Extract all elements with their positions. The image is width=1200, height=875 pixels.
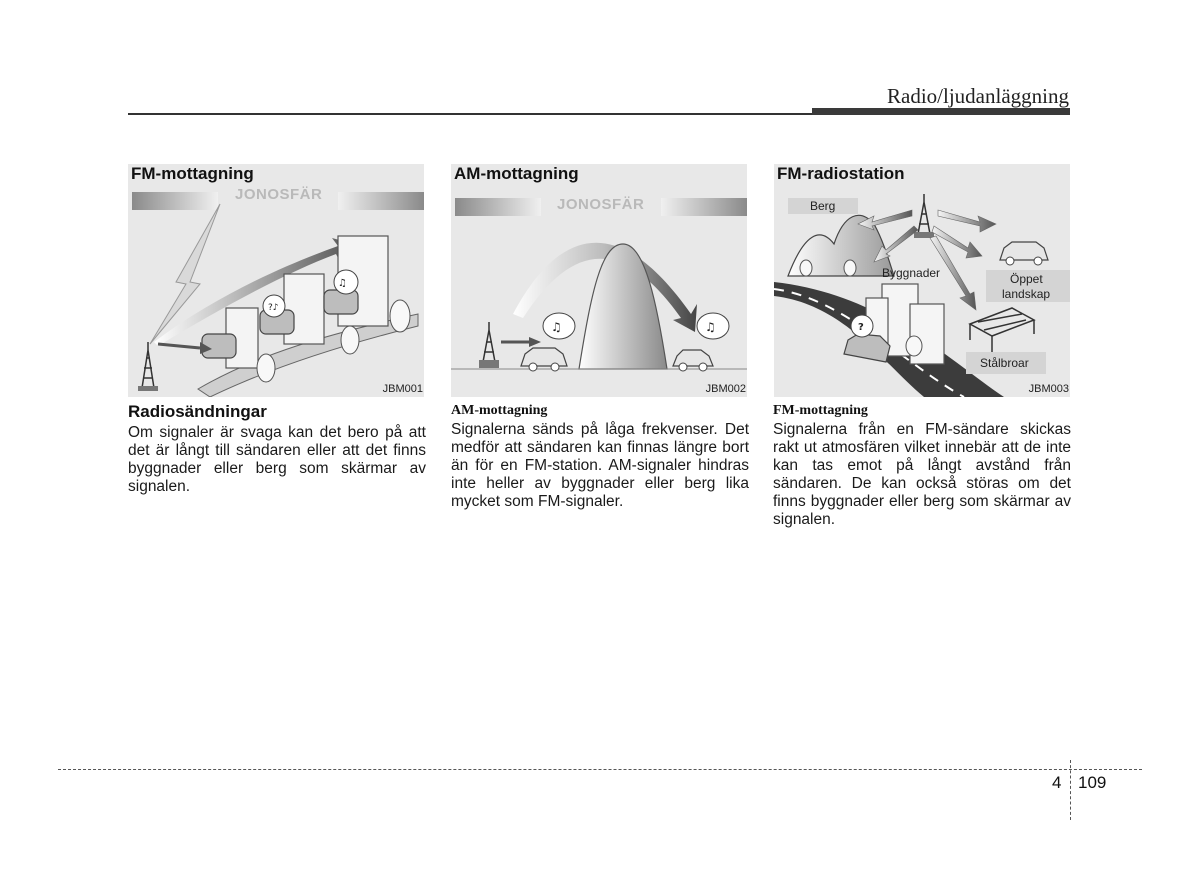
footer-divider: [1070, 760, 1071, 820]
column-broadcasts: [128, 402, 426, 496]
footer-rule: [58, 769, 1142, 770]
figure-title: FM-mottagning: [131, 164, 254, 183]
svg-text:♫: ♫: [705, 320, 716, 334]
ionosphere-label: JONOSFÄR: [557, 196, 645, 213]
section-body: Signalerna från en FM-sändare skickas rakt ut atmosfären vilket innebär att de inte kan tas emot på långt avstånd från sändaren. De kan också störas om det finns byggnader eller berg som skärmar av signalen.: [773, 421, 1071, 528]
column-fm-reception: [773, 402, 1071, 529]
column-am-reception: [451, 402, 749, 511]
chapter-number: 4: [1052, 773, 1062, 792]
ionosphere-label: JONOSFÄR: [235, 186, 323, 203]
section-heading: Radiosändningar: [128, 402, 267, 421]
figure-code: JBM001: [382, 383, 423, 395]
figure-code: JBM002: [705, 383, 746, 395]
page-number: 109: [1078, 773, 1107, 792]
section-body: Om signaler är svaga kan det bero på att det är långt till sändaren eller att det finns byggnader eller berg som skärmar av signalen.: [128, 424, 426, 495]
figure-code: JBM003: [1028, 383, 1069, 395]
figure-fm-reception: [128, 164, 424, 397]
svg-text:♫: ♫: [551, 320, 562, 334]
section-heading: AM-mottagning: [451, 403, 548, 418]
svg-text:?: ?: [858, 322, 864, 333]
running-header: Radio/ljudanläggning: [887, 84, 1069, 108]
figure-title: FM-radiostation: [777, 164, 905, 183]
section-body: Signalerna sänds på låga frekvenser. Det medför att sändaren kan finnas längre bort än för en FM-station. AM-signaler hindras inte heller av byggnader eller berg lika mycket som FM-signaler.: [451, 421, 749, 510]
label-open-landscape-2: landskap: [1002, 287, 1051, 301]
section-heading: FM-mottagning: [773, 403, 868, 418]
header-rule-accent: [812, 108, 1070, 115]
svg-text:?♪: ?♪: [268, 303, 279, 313]
svg-text:♫: ♫: [338, 278, 347, 289]
figure-fm-radio-station: [774, 164, 1070, 397]
label-mountain: Berg: [810, 199, 836, 213]
label-open-landscape-1: Öppet: [1010, 272, 1043, 286]
label-buildings: Byggnader: [882, 266, 941, 280]
figure-title: AM-mottagning: [454, 164, 579, 183]
label-steel-bridges: Stålbroar: [980, 356, 1029, 370]
figure-am-reception: [451, 164, 747, 397]
